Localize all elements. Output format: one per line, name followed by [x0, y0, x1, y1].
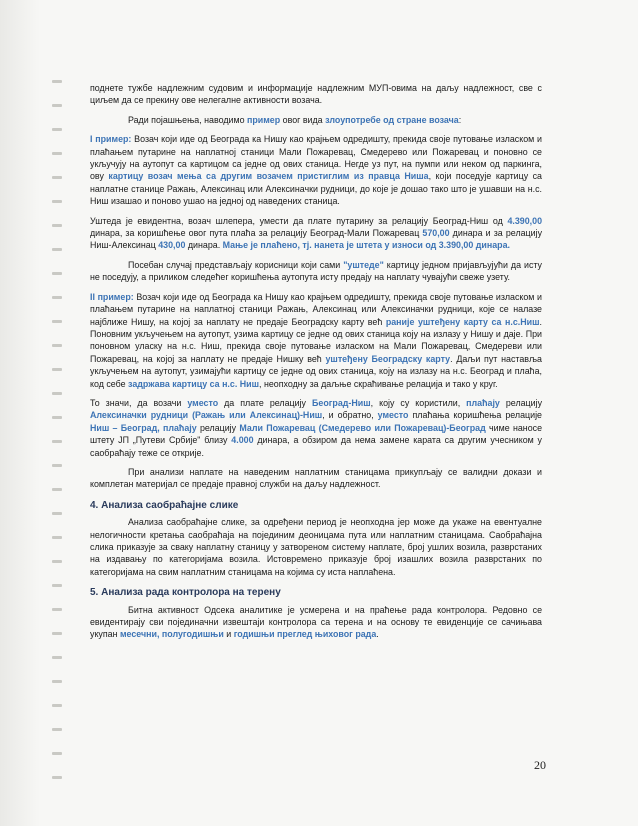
binding-holes [52, 80, 66, 800]
paragraph-example-1: I пример: Возач који иде од Београда ка Нишу као крајњем одредишту, прекида своје путовање изласком и плаћањем путарине на наплатној станици Мали Пожаревац, Смедерево или Пожаревац и поновно се укључују на аутопут са картицом са једне од ових станица. Негде уз пут, на пумпи или неком од паркинга, ову картицу возач мења са другим возачем пристиглим из правца Ниша, који поседује картицу са наплатне станице Ражањ, Алексинац или Алексиначки рудници, до које је дошао тако што је ушавши на н.с. Ниш изашао и поново ушао на једној од наведених станица. [90, 134, 543, 207]
section-heading-4: 4. Анализа саобраћајне слике [90, 499, 239, 511]
paragraph-savings: Уштеда је евидентна, возач шлепера, умести да плате путарину за релацију Београд-Ниш од 4.390,00 динара, за коришћење овог пута плаћа за релацију Београд-Мали Пожаревац 570,00 динара и за релацију Ниш-Алексинац 430,00 динара. Мање је плаћено, тј. нанета је штета у износи од 3.390,00 динара. [90, 215, 543, 251]
paragraph-example-2: II пример: Возач који иде од Београда ка Нишу као крајњем одредишту, прекида своје путовање изласком и плаћањем путарине на наплатној станици Ражањ, Алексинац или Алексиначки рудници, које се налазе најближе Нишу, на којој за наплату не предаје Београдску карту већ раније уштеђену карту са н.с.Ниш. Поновним укључењем на аутопут, узима картицу се једне од ових станица коју на излазу у Нишу и даје. При поновном уласку на н.с. Ниш, прекида своје путовање изласком на Мали Пожаревац, Смедереви или Пожаревац, на којој за наплату не предаје Нишку већ уштеђену Београдску карту. Даљи пут наставља укључењем на аутопут, узимајући картицу се једне од ових станица, коју на излазу на н.с. Београд и плаћа, код себе задржава картицу са н.с. Ниш, неопходну за даљње скраћивање релација и тако у круг. [90, 291, 543, 389]
example-1-label: I пример: [90, 134, 132, 145]
section-heading-5: 5. Анализа рада контролора на терену [90, 587, 281, 599]
page-number: 20 [534, 758, 546, 772]
example-2-label: II пример: [90, 291, 134, 302]
quoted-term: "уштеде" [343, 259, 384, 270]
paragraph-intro: поднете тужбе надлежним судовим и информације надлежним МУП-овима на даљу надлежност, све с циљем да се прекину ове нелегалне активности возача. [90, 83, 542, 106]
paragraph-special-case: Посебан случај представљају корисници који сами "уштеде" картицу једном пријављујући да исту не поседују, а приликом следећег коришћења аутопута исту предају на наплату чувајући свеже узету. [90, 259, 542, 283]
paragraph-meaning: То значи, да возачи уместо да плате релацију Београд-Ниш, коју су користили, плаћају релацију Алексиначки рудници (Ражањ или Алексинац)-Ниш, и обратно, уместо плаћања коришћења релације Ниш – Београд, плаћају релацију Мали Пожаревац (Смедерево или Пожаревац)-Београд чиме наносе штету ЈП „Путеви Србије" близу 4.000 динара, а обзиром да нема замене карата са другим учесником у саобраћају теже се открије. [90, 397, 543, 458]
page-body [90, 82, 542, 648]
paragraph-traffic-analysis: Анализа саобраћајне слике, за одређени период је неопходна јер може да укаже на евентуалне нелогичности кретања саобраћаја на појединим деоницама пута или наплатним станицама. Саобраћајна слика приказује за сваку наплатну станицу у затвореном систему наплате, број ушлих возила, разврстаних на издавању по категоријама возила. Истовремено приказује број изашлих возила разврстаних по категоријама на свим наплатним станицама на којима су иста наплаћена. [90, 517, 542, 577]
paragraph-controllers: Битна активност Одсека аналитике је усмерена и на праћење рада контролора. Редовно се евидентирају сви појединачни извештаји контролора са терена и на основу те евиденције се сачињава укупан месечни, полугодишњи и годишњи преглед њиховог рада. [90, 604, 542, 640]
paragraph-evidence: При анализи наплате на наведеним наплатним станицама прикупљају се валидни докази и комплетан материјал се предаје правној служби на даљу надлежност. [90, 466, 542, 490]
paragraph-example-intro: Ради појашњења, наводимо пример овог вида злоупотребе од стране возача: [128, 114, 462, 125]
